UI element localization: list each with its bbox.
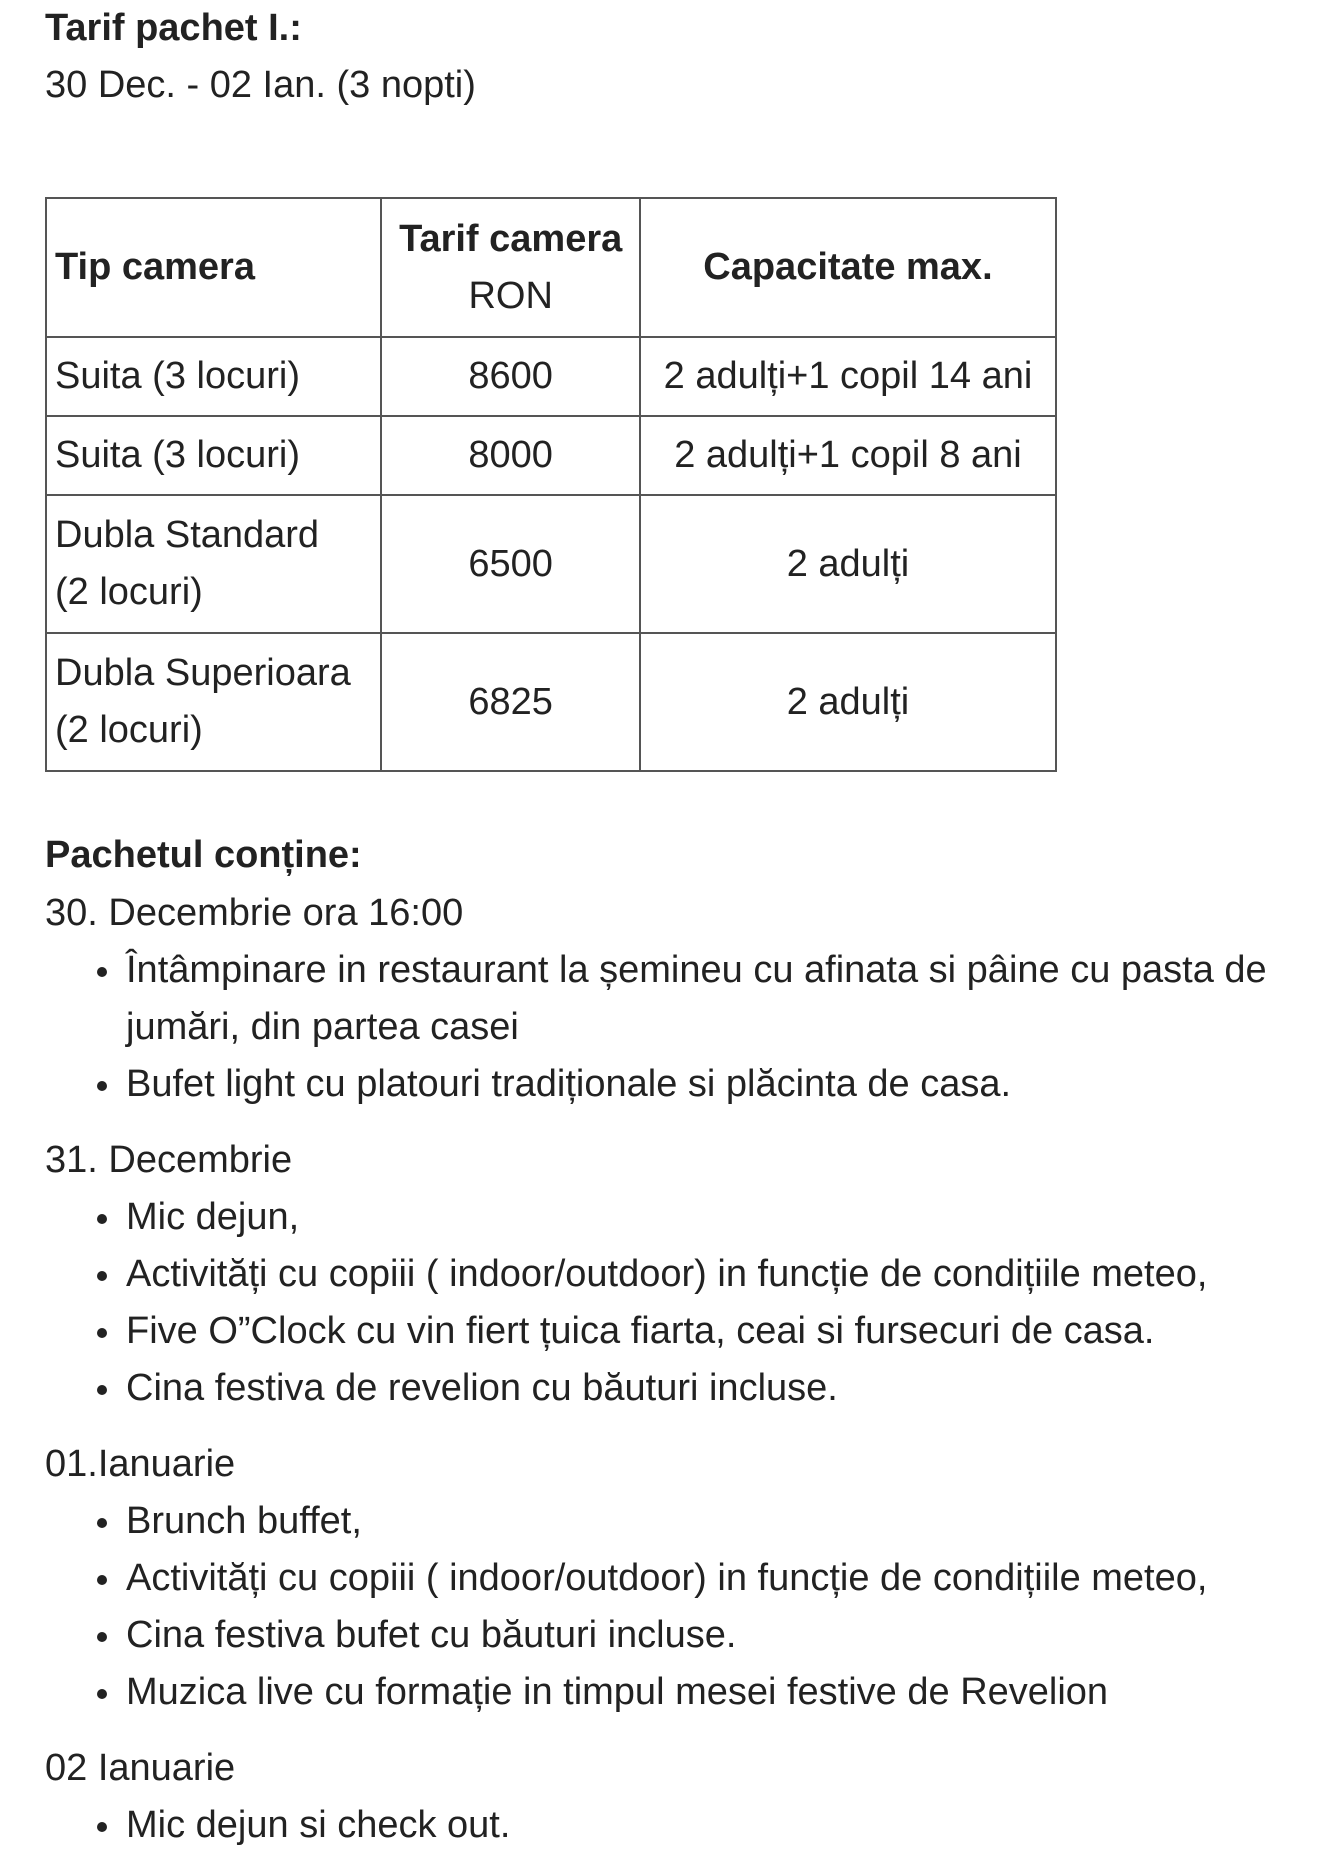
room-type-line2: (2 locuri) [55,571,203,613]
day-label: 30. Decembrie ora 16:00 [45,892,464,934]
list-item: Brunch buffet, [126,1493,1318,1550]
package-dates: 30 Dec. - 02 Ian. (3 nopti) [45,64,476,106]
room-capacity: 2 adulți [640,633,1056,771]
room-type: Suita (3 locuri) [46,337,381,416]
day-label: 01.Ianuarie [45,1443,236,1485]
room-price: 6500 [381,495,640,633]
room-type-line2: (2 locuri) [55,709,203,751]
header-room-type: Tip camera [46,198,381,337]
day-section [45,884,1318,1113]
header-room-rate [381,198,640,337]
table-row [46,495,1056,633]
table-row [46,337,1056,416]
day-label: 02 Ianuarie [45,1747,236,1789]
day-section [45,1739,1318,1854]
list-item: Cina festiva de revelion cu băuturi incluse. [126,1360,1318,1417]
package-contents-heading: Pachetul conține: [45,834,362,876]
list-item: Activități cu copiii ( indoor/outdoor) in funcție de condițiile meteo, [126,1246,1318,1303]
table-row [46,633,1056,771]
room-price: 6825 [381,633,640,771]
day-items [45,1189,1318,1417]
room-type-line1: Dubla Superioara [55,652,351,694]
day-label: 31. Decembrie [45,1139,293,1181]
day-items [45,942,1318,1113]
list-item: Muzica live cu formație in timpul mesei festive de Revelion [126,1664,1318,1721]
room-capacity: 2 adulți [640,495,1056,633]
day-items [45,1797,1318,1854]
list-item: Mic dejun, [126,1189,1318,1246]
list-item: Five O”Clock cu vin fiert țuica fiarta, ceai si fursecuri de casa. [126,1303,1318,1360]
table-row [46,416,1056,495]
header-max-capacity: Capacitate max. [640,198,1056,337]
list-item: Bufet light cu platouri tradiționale si plăcinta de casa. [126,1056,1318,1113]
room-type [46,633,381,771]
day-section [45,1131,1318,1417]
day-section [45,1435,1318,1721]
room-capacity: 2 adulți+1 copil 14 ani [640,337,1056,416]
header-room-rate-currency: RON [468,274,553,317]
table-header-row [46,198,1056,337]
list-item: Cina festiva bufet cu băuturi incluse. [126,1607,1318,1664]
day-items [45,1493,1318,1721]
room-type [46,495,381,633]
room-price: 8600 [381,337,640,416]
room-price: 8000 [381,416,640,495]
room-type: Suita (3 locuri) [46,416,381,495]
room-capacity: 2 adulți+1 copil 8 ani [640,416,1056,495]
list-item: Activități cu copiii ( indoor/outdoor) in funcție de condițiile meteo, [126,1550,1318,1607]
list-item: Întâmpinare in restaurant la șemineu cu afinata si pâine cu pasta de jumări, din partea casei [126,942,1318,1056]
rates-table [45,197,1057,772]
package-title: Tarif pachet I.: [45,7,302,49]
header-room-rate-line1: Tarif camera [399,217,623,260]
room-type-line1: Dubla Standard [55,514,320,556]
list-item: Mic dejun si check out. [126,1797,1318,1854]
